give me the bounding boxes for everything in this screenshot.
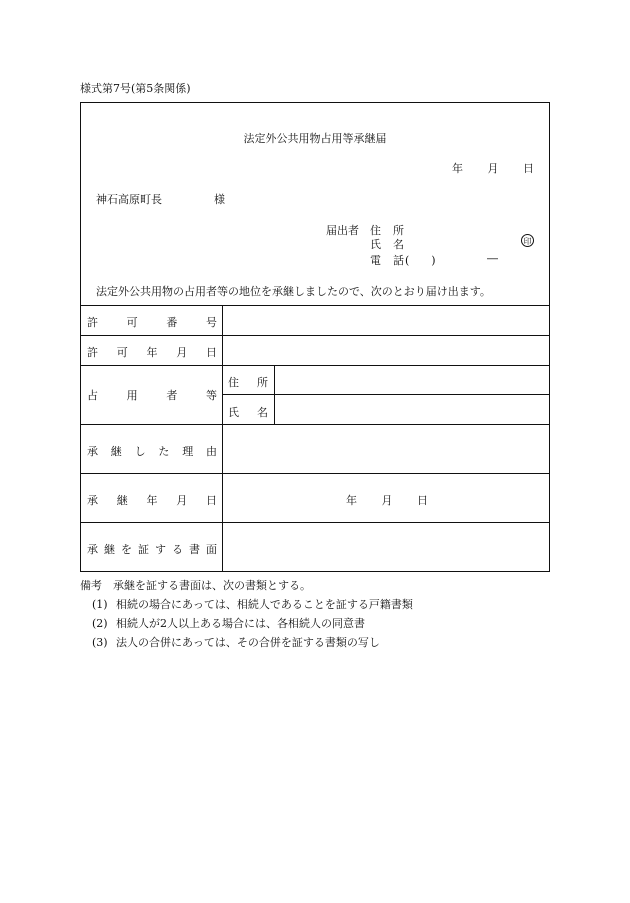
- date-day: 日: [523, 162, 534, 175]
- occupant-address-label: 住 所: [228, 376, 268, 389]
- phone-area-code-paren: ( ): [405, 254, 436, 267]
- note-item: (3) 法人の合併にあっては、その合併を証する書類の写し: [92, 636, 380, 649]
- statement-text: 法定外公共用物の占用者等の地位を承継しましたので、次のとおり届け出ます。: [96, 285, 491, 298]
- date-line: [452, 160, 534, 176]
- table-column-divider: [222, 305, 223, 572]
- table-line: [80, 522, 550, 523]
- phone-dash: ―: [487, 252, 498, 265]
- table-top-line: [80, 305, 550, 306]
- date-year: 年: [452, 162, 463, 175]
- row-label-succession-date: 承 継 年 月 日: [87, 494, 217, 507]
- seal-mark: 印: [521, 234, 534, 247]
- addressee-honorific: 様: [214, 193, 225, 206]
- applicant-name-label: 氏 名: [370, 238, 404, 251]
- note-item: (1) 相続の場合にあっては、相続人であることを証する戸籍書類: [92, 598, 413, 611]
- addressee-name: 神石高原町長: [96, 193, 162, 206]
- occupant-name-label: 氏 名: [228, 406, 268, 419]
- applicant-phone-label: 電 話: [370, 254, 404, 267]
- succession-date-value: 年 月 日: [346, 494, 428, 507]
- table-line: [222, 394, 550, 395]
- row-label-succession-reason: 承 継 し た 理 由: [87, 445, 217, 458]
- table-line: [80, 424, 550, 425]
- row-label-occupant: 占 用 者 等: [87, 389, 217, 402]
- applicant-label: 届出者: [326, 224, 359, 237]
- row-label-proof-document: 承 継 を 証 す る 書 面: [87, 543, 217, 556]
- notes-section: [80, 576, 413, 652]
- row-label-permit-number: 許 可 番 号: [87, 316, 217, 329]
- table-line: [80, 473, 550, 474]
- note-item: (2) 相続人が2人以上ある場合には、各相続人の同意書: [92, 617, 365, 630]
- date-month: 月: [487, 162, 499, 175]
- form-number-label: 様式第7号(第5条関係): [80, 82, 191, 95]
- table-subcolumn-divider: [274, 365, 275, 424]
- row-label-permit-date: 許 可 年 月 日: [87, 346, 217, 359]
- notes-heading: 備考 承継を証する書面は、次の書類とする。: [80, 579, 311, 592]
- table-line: [80, 335, 550, 336]
- document-title: 法定外公共用物占用等承継届: [243, 132, 387, 145]
- applicant-address-label: 住 所: [370, 224, 404, 237]
- table-line: [80, 365, 550, 366]
